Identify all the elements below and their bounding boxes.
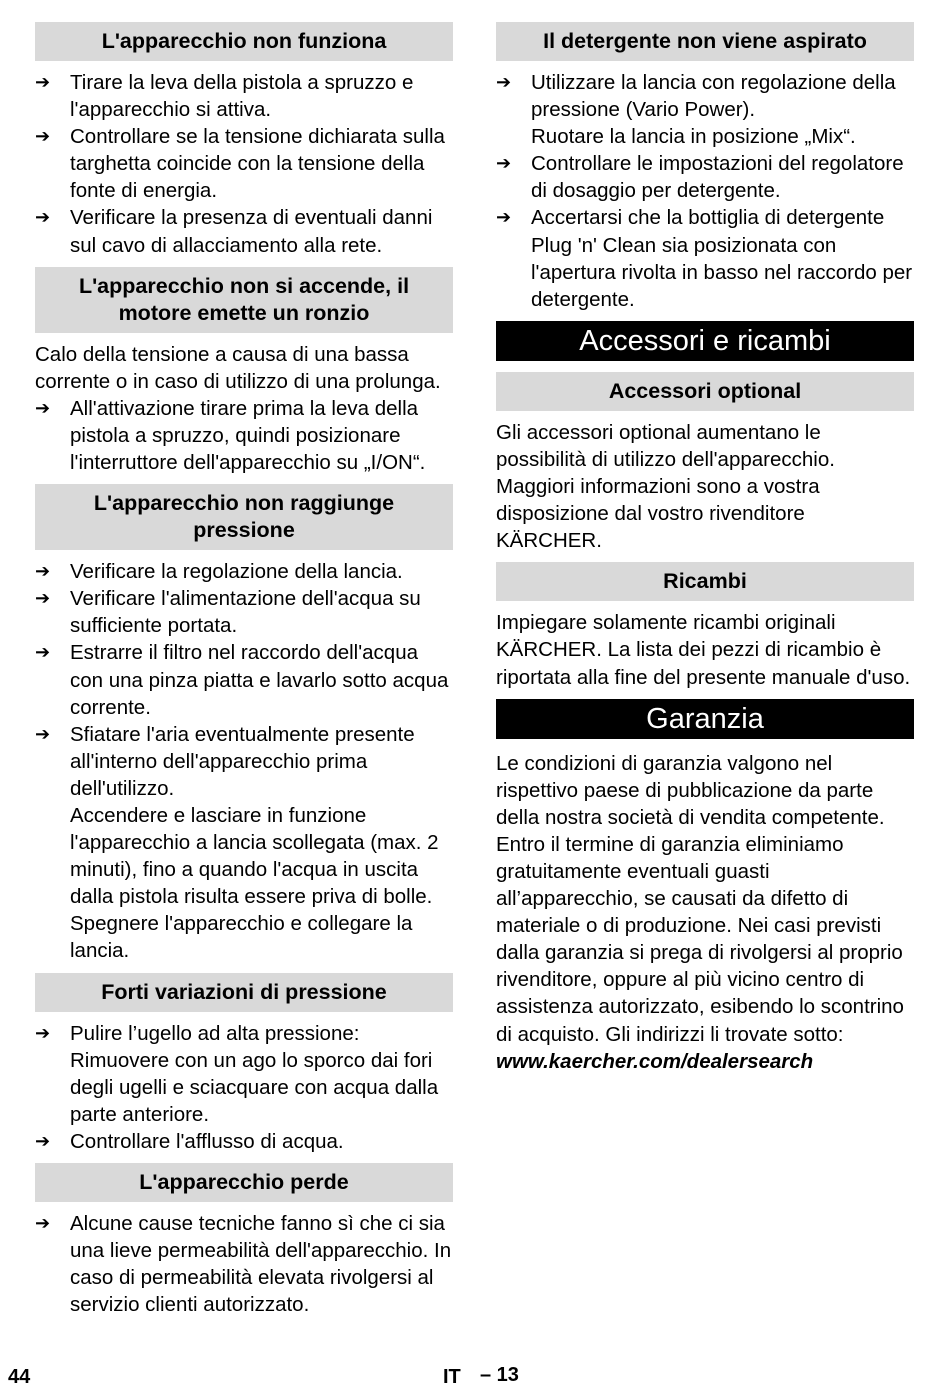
section-heading-ricambi: Ricambi — [496, 562, 914, 601]
section-heading-non-si-accende: L'apparecchio non si accende, il motore emette un ronzio — [35, 267, 453, 333]
arrow-right-icon: ➔ — [496, 72, 512, 92]
section-heading-accessori-optional: Accessori optional — [496, 372, 914, 411]
language-code: IT — [443, 1366, 461, 1388]
list-item-extra-text: Accendere e lasciare in funzione l'apparecchio a lancia scollegata (max. 2 minuti), fino a quando l'acqua in uscita dalla pistola risulta essere priva di bolle. Spegnere l'apparecchio e collegare la lancia. — [70, 803, 439, 963]
paragraph-accessori-optional: Gli accessori optional aumentano le possibilità di utilizzo dell'apparecchio. Maggiori informazioni sono a vostra disposizione dal vostro rivenditore KÄRCHER. — [496, 420, 835, 553]
dealersearch-link[interactable]: www.kaercher.com/dealersearch — [496, 1049, 814, 1073]
list-item-extra-text: Ruotare la lancia in posizione „Mix“. — [531, 125, 856, 149]
section-heading-variazioni-pressione: Forti variazioni di pressione — [35, 973, 453, 1012]
paragraph-calo-tensione: Calo della tensione a causa di una bassa corrente o in caso di utilizzo di una prolunga. — [35, 342, 441, 393]
list-non-si-accende — [35, 395, 453, 476]
arrow-right-icon: ➔ — [35, 72, 51, 92]
arrow-right-icon: ➔ — [35, 126, 51, 147]
arrow-right-icon: ➔ — [35, 397, 51, 418]
arrow-right-icon: ➔ — [35, 1022, 51, 1043]
left-column — [35, 22, 453, 1326]
list-item-text: Sfiatare l'aria eventualmente presente all'interno dell'apparecchio prima dell'utilizzo. — [70, 722, 415, 800]
list-item: ➔ Tirare la leva della pistola a spruzzo e l'apparecchio si attiva. — [35, 69, 453, 123]
chapter-heading-garanzia: Garanzia — [496, 699, 914, 739]
arrow-right-icon: ➔ — [35, 207, 51, 228]
page-number-left: 44 — [8, 1366, 31, 1388]
list-item: ➔ Pulire l’ugello ad alta pressione: Rimuovere con un ago lo sporco dai fori degli ugelli e sciacquare con acqua dalla parte anteriore. — [35, 1020, 453, 1128]
list-item: ➔ Controllare le impostazioni del regolatore di dosaggio per detergente. — [496, 150, 914, 204]
section-heading-non-raggiunge-pressione: L'apparecchio non raggiunge pressione — [35, 484, 453, 550]
arrow-right-icon: ➔ — [35, 1213, 51, 1233]
paragraph-garanzia: Le condizioni di garanzia valgono nel rispettivo paese di pubblicazione da parte della nostra società di vendita competente. Entro il termine di garanzia eliminiamo gratuitamente eventuali guasti all’apparecchio, se causati da difetto di materiale o di produzione. Nei casi previsti dalla garanzia si prega di rivolgersi al proprio rivenditore, oppure al più vicino centro di assistenza autorizzato, esibendo lo scontrino di acquisto. Gli indirizzi li trovate sotto: — [496, 751, 904, 1046]
arrow-right-icon: ➔ — [35, 723, 51, 744]
list-item — [496, 69, 914, 150]
arrow-right-icon: ➔ — [35, 588, 51, 609]
list-item: ➔ Estrarre il filtro nel raccordo dell'acqua con una pinza piatta e lavarlo sotto acqua corrente. — [35, 639, 453, 720]
list-item: ➔ Verificare la presenza di eventuali danni sul cavo di allacciamento alla rete. — [35, 204, 453, 258]
list-item: ➔ Accertarsi che la bottiglia di detergente Plug 'n' Clean sia posizionata con l'apertura rivolta in basso nel raccordo per detergente. — [496, 204, 914, 312]
section-heading-perde: L'apparecchio perde — [35, 1163, 453, 1202]
list-item: ➔ Controllare se la tensione dichiarata sulla targhetta coincide con la tensione della fonte di energia. — [35, 123, 453, 204]
list-item: ➔ Verificare la regolazione della lancia. — [35, 558, 453, 585]
list-item: ➔ Controllare l'afflusso di acqua. — [35, 1128, 453, 1155]
list-non-raggiunge-pressione — [35, 558, 453, 964]
list-item — [35, 721, 453, 965]
list-variazioni-pressione — [35, 1020, 453, 1155]
page-number: – 13 — [480, 1364, 519, 1386]
list-detergente — [496, 69, 914, 313]
paragraph-ricambi: Impiegare solamente ricambi originali KÄRCHER. La lista dei pezzi di ricambio è riportata alla fine del presente manuale d'uso. — [496, 611, 911, 689]
arrow-right-icon: ➔ — [35, 1130, 51, 1151]
arrow-right-icon: ➔ — [35, 561, 51, 582]
list-perde — [35, 1210, 453, 1318]
section-heading-non-funziona: L'apparecchio non funziona — [35, 22, 453, 61]
list-item: ➔ All'attivazione tirare prima la leva della pistola a spruzzo, quindi posizionare l'interruttore dell'apparecchio su „I/ON“. — [35, 395, 453, 476]
list-item-text: Utilizzare la lancia con regolazione della pressione (Vario Power). — [531, 71, 896, 122]
right-column — [496, 22, 914, 1083]
section-heading-detergente: Il detergente non viene aspirato — [496, 22, 914, 61]
arrow-right-icon: ➔ — [496, 207, 512, 228]
list-non-funziona — [35, 69, 453, 259]
arrow-right-icon: ➔ — [35, 642, 51, 663]
list-item: ➔ Verificare l'alimentazione dell'acqua su sufficiente portata. — [35, 585, 453, 639]
list-item: ➔ Alcune cause tecniche fanno sì che ci sia una lieve permeabilità dell'apparecchio. In caso di permeabilità elevata rivolgersi al servizio clienti autorizzato. — [35, 1210, 453, 1318]
chapter-heading-accessori: Accessori e ricambi — [496, 321, 914, 361]
arrow-right-icon: ➔ — [496, 153, 512, 174]
